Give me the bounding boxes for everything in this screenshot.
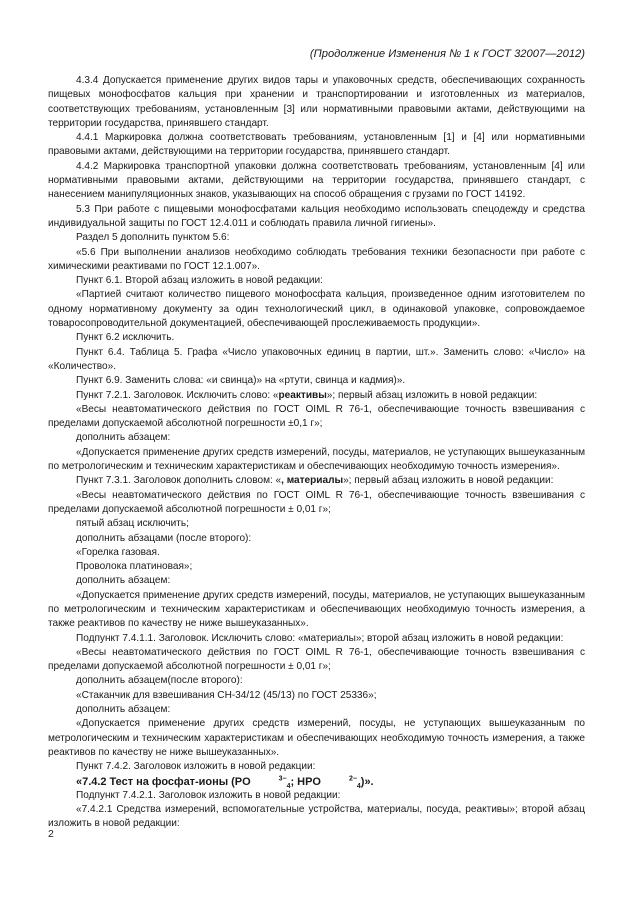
paragraph-scales-01: «Весы неавтоматического действия по ГОСТ OIML R 76-1, обеспечивающие точность взвешивания с пределами допускаемой абсолютной погрешности ±0,1 г»;: [48, 403, 585, 430]
paragraph-6-2: Пункт 6.2 исключить.: [76, 332, 175, 344]
paragraph-other-instruments-2: «Допускается применение других средств измерений, посуды, материалов, не уступающих вышеуказанным по метрологическим и техническим характеристикам и обеспечивающих необходимую точность измерения, а также реактивов по качеству не ниже вышеуказанных».: [48, 589, 585, 630]
paragraph-scales-001-b: «Весы неавтоматического действия по ГОСТ OIML R 76-1, обеспечивающие точность взвешивания с пределами допускаемой абсолютной погрешности ± 0,01 г»;: [48, 646, 585, 673]
paragraph-other-instruments-1: «Допускается применение других средств измерений, посуды, материалов, не уступающих вышеуказанным по метрологическим и техническим характеристикам и обеспечивающих необходимую точность измерения».: [48, 446, 585, 473]
paragraph-7-4-2: Пункт 7.4.2. Заголовок изложить в новой редакции:: [76, 761, 316, 773]
paragraph-weighing-cup: «Стаканчик для взвешивания СН-34/12 (45/13) по ГОСТ 25336»;: [76, 689, 377, 701]
running-header: (Продолжение Изменения № 1 к ГОСТ 32007—2012): [309, 48, 585, 60]
document-body: [48, 74, 585, 832]
paragraph-4-3-4: 4.3.4 Допускается применение других видов тары и упаковочных средств, обеспечивающих сохранность пищевых монофосфатов кальция при хранении и транспортировании и изготовленных из материалов, соответствующих требованиям, установленным [3] или нормативными правовыми актами, действующими на территории государства, принявшего стандарт.: [48, 75, 585, 129]
paragraph-add-5: дополнить абзацем:: [76, 704, 171, 716]
paragraph-batch-definition: «Партией считают количество пищевого монофосфата кальция, произведенное одним изготовителем по одному нормативному документу за один технологический цикл, в одинаковой упаковке, сопровождаемое товаросопроводительной документацией, обеспечивающей прослеживаемость продукции».: [48, 289, 585, 330]
paragraph-5-3: 5.3 При работе с пищевыми монофосфатами кальция необходимо использовать спецодежду и средства индивидуальной защиты по ГОСТ 12.4.011 и соблюдать правила личной гигиены».: [48, 203, 585, 229]
paragraph-4-4-2: 4.4.2 Маркировка транспортной упаковки должна соответствовать требованиям, установленным [4] или нормативными правовыми актами, действующими на территории государства, принявшего стандарт, с нанесением манипуляционных знаков, указывающих на способ обращения с грузами по ГОСТ 14192.: [48, 160, 585, 201]
paragraph-7-2-1: Пункт 7.2.1. Заголовок. Исключить слово: «реактивы»; первый абзац изложить в новой редакции:: [76, 389, 538, 401]
paragraph-7-4-1-1: Подпункт 7.4.1.1. Заголовок. Исключить слово: «материалы»; второй абзац изложить в новой редакции:: [76, 632, 564, 644]
paragraph-gas-burner: «Горелка газовая.: [76, 546, 160, 558]
paragraph-6-9: Пункт 6.9. Заменить слова: «и свинца)» на «ртути, свинца и кадмия)».: [76, 375, 406, 387]
page-number: 2: [48, 828, 54, 840]
paragraph-platinum-wire: Проволока платиновая»;: [76, 561, 193, 573]
paragraph-6-4: Пункт 6.4. Таблица 5. Графа «Число упаковочных единиц в партии, шт.». Заменить слово: «Число» на «Количество».: [48, 346, 585, 372]
paragraph-add-1: дополнить абзацем:: [76, 432, 171, 444]
paragraph-scales-001-a: «Весы неавтоматического действия по ГОСТ OIML R 76-1, обеспечивающие точность взвешивания с пределами допускаемой абсолютной погрешности ± 0,01 г»;: [48, 489, 585, 515]
paragraph-5-6: «5.6 При выполнении анализов необходимо соблюдать требования техники безопасности при работе с химическими реактивами по ГОСТ 12.1.007».: [48, 246, 585, 272]
paragraph-4-4-1: 4.4.1 Маркировка должна соответствовать требованиям, установленным [1] и [4] или нормативными правовыми актами, действующими на территории государства, принявшего стандарт.: [48, 132, 585, 158]
paragraph-7-4-2-1-text: «7.4.2.1 Средства измерений, вспомогательные устройства, материалы, посуда, реактивы»; второй абзац изложить в новой редакции:: [48, 804, 585, 830]
paragraph-add-2: дополнить абзацами (после второго):: [76, 532, 252, 544]
paragraph-6-1: Пункт 6.1. Второй абзац изложить в новой редакции:: [76, 275, 323, 287]
paragraph-7-4-2-1-heading: Подпункт 7.4.2.1. Заголовок изложить в новой редакции:: [76, 789, 341, 801]
paragraph-other-instruments-3: «Допускается применение других средств измерений, посуды, не уступающих вышеуказанным по метрологическим и техническим характеристикам и обеспечивающих необходимую точность измерения, а также реактивов по качеству не ниже вышеуказанных».: [48, 718, 585, 758]
paragraph-add-4: дополнить абзацем(после второго):: [76, 675, 243, 687]
paragraph-7-3-1: Пункт 7.3.1. Заголовок дополнить словом: «, материалы»; первый абзац изложить в новой редакции:: [76, 475, 554, 487]
paragraph-add-3: дополнить абзацем:: [76, 575, 171, 587]
paragraph-fifth-remove: пятый абзац исключить;: [76, 518, 189, 530]
paragraph-section-5-add: Раздел 5 дополнить пунктом 5.6:: [76, 232, 230, 244]
paragraph-phosphate-test-title: «7.4.2 Тест на фосфат-ионы (PO $^{3-}_4$; HPO $^{2-}_4$)».: [76, 774, 374, 790]
